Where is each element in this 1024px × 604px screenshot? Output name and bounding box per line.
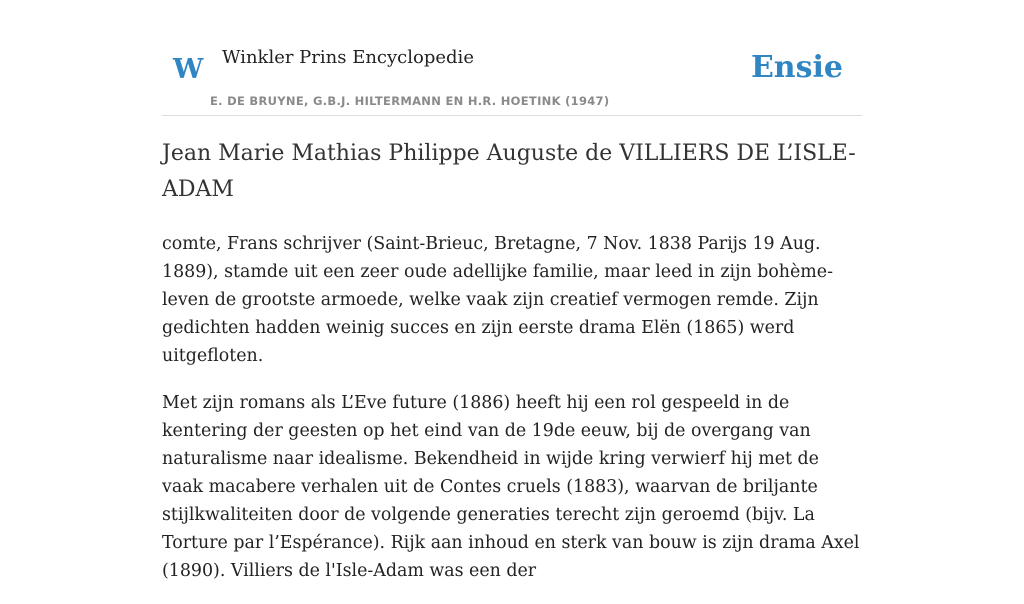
source-authors: E. DE BRUYNE, G.B.J. HILTERMANN EN H.R. HOETINK (1947) [210, 94, 610, 108]
site-logo[interactable]: Ensie [750, 50, 843, 85]
source-logo[interactable]: W [173, 54, 204, 85]
source-title[interactable]: Winkler Prins Encyclopedie [222, 47, 474, 68]
site-header [162, 40, 862, 116]
article [162, 136, 862, 604]
article-title: Jean Marie Mathias Philippe Auguste de VILLIERS DE L’ISLE-ADAM [162, 141, 856, 202]
article-paragraph-2: Met zijn romans als L’Eve future (1886) heeft hij een rol gespeeld in de kentering der geesten op het eind van de 19de eeuw, bij de overgang van naturalisme naar idealisme. Bekendheid in wijde kring verwierf hij met de vaak macabere verhalen uit de Contes cruels (1883), waarvan de briljante stijlkwaliteiten door de volgende generaties terecht zijn geroemd (bijv. La Torture par l’Espérance). Rijk aan inhoud en sterk van bouw is zijn drama Axel (1890). Villiers de l'Isle-Adam was een der [162, 393, 860, 581]
article-paragraph-1: comte, Frans schrijver (Saint-Brieuc, Bretagne, 7 Nov. 1838 Parijs 19 Aug. 1889), stamde uit een zeer oude adellijke familie, maar leed in zijn bohème-leven de grootste armoede, welke vaak zijn creatief vermogen remde. Zijn gedichten hadden weinig succes en zijn eerste drama Elën (1865) werd uitgefloten. [162, 234, 833, 366]
